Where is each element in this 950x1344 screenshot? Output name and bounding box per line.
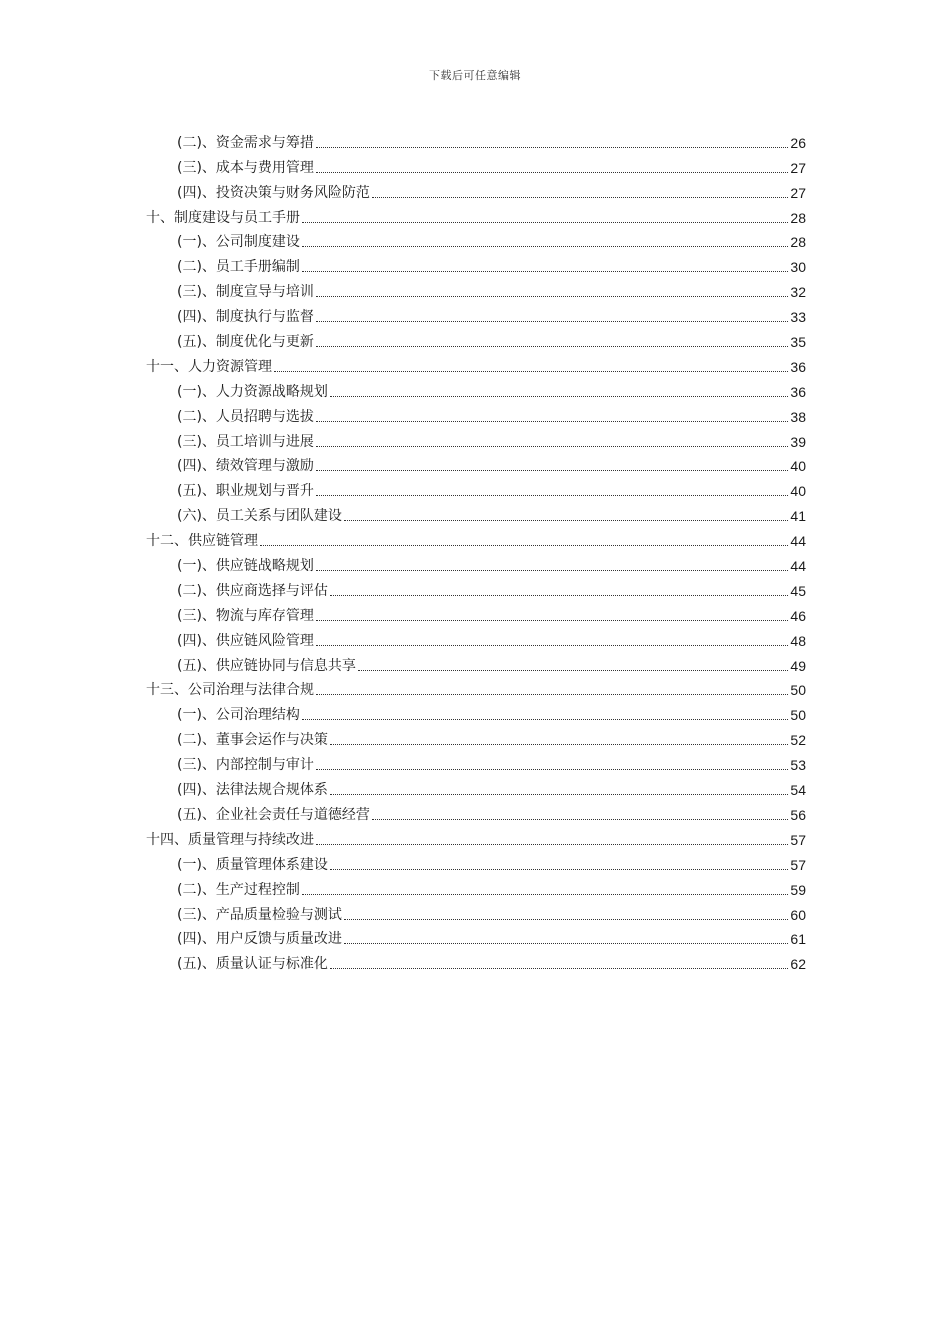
- table-of-contents: [146, 127, 806, 973]
- toc-entry-title: (二)、生产过程控制: [177, 881, 300, 898]
- toc-dot-leader: [260, 545, 788, 546]
- toc-entry-title: 十三、公司治理与法律合规: [146, 682, 314, 699]
- toc-entry[interactable]: [146, 625, 806, 650]
- toc-entry[interactable]: [146, 824, 806, 849]
- toc-entry-page-number: 61: [790, 931, 806, 948]
- toc-dot-leader: [330, 794, 788, 795]
- toc-entry-page-number: 50: [790, 682, 806, 699]
- toc-dot-leader: [274, 371, 788, 372]
- toc-entry-page-number: 35: [790, 334, 806, 351]
- toc-entry[interactable]: [146, 575, 806, 600]
- toc-entry-title: (五)、职业规划与晋升: [177, 483, 314, 500]
- toc-entry-title: (三)、成本与费用管理: [177, 159, 314, 176]
- toc-dot-leader: [330, 968, 788, 969]
- toc-entry-page-number: 50: [790, 707, 806, 724]
- toc-dot-leader: [316, 769, 788, 770]
- toc-entry-page-number: 40: [790, 458, 806, 475]
- toc-entry-title: (四)、绩效管理与激励: [177, 458, 314, 475]
- toc-entry[interactable]: [146, 351, 806, 376]
- toc-dot-leader: [316, 321, 788, 322]
- toc-entry-title: (五)、制度优化与更新: [177, 334, 314, 351]
- toc-entry[interactable]: [146, 774, 806, 799]
- toc-dot-leader: [316, 446, 788, 447]
- toc-dot-leader: [372, 197, 788, 198]
- toc-entry-page-number: 57: [790, 856, 806, 873]
- toc-dot-leader: [316, 570, 788, 571]
- toc-entry-title: (四)、制度执行与监督: [177, 309, 314, 326]
- toc-entry-page-number: 26: [790, 134, 806, 151]
- toc-entry[interactable]: [146, 924, 806, 949]
- toc-entry-page-number: 49: [790, 657, 806, 674]
- toc-entry-title: 十二、供应链管理: [146, 533, 258, 550]
- toc-entry-title: (一)、公司治理结构: [177, 707, 300, 724]
- toc-entry-title: (二)、员工手册编制: [177, 259, 300, 276]
- toc-entry[interactable]: [146, 749, 806, 774]
- toc-entry-page-number: 53: [790, 757, 806, 774]
- toc-entry-page-number: 52: [790, 732, 806, 749]
- toc-entry[interactable]: [146, 202, 806, 227]
- toc-entry-page-number: 46: [790, 607, 806, 624]
- toc-entry-page-number: 60: [790, 906, 806, 923]
- toc-dot-leader: [330, 869, 788, 870]
- toc-entry-page-number: 27: [790, 159, 806, 176]
- toc-entry-page-number: 41: [790, 508, 806, 525]
- toc-entry-title: (一)、供应链战略规划: [177, 558, 314, 575]
- toc-dot-leader: [344, 520, 788, 521]
- toc-dot-leader: [316, 645, 788, 646]
- toc-entry-title: (二)、供应商选择与评估: [177, 582, 328, 599]
- toc-entry-page-number: 39: [790, 433, 806, 450]
- toc-entry[interactable]: [146, 326, 806, 351]
- toc-entry[interactable]: [146, 600, 806, 625]
- toc-entry-page-number: 28: [790, 209, 806, 226]
- toc-entry-page-number: 44: [790, 558, 806, 575]
- toc-entry-title: 十、制度建设与员工手册: [146, 209, 300, 226]
- toc-dot-leader: [330, 744, 788, 745]
- toc-entry-page-number: 59: [790, 881, 806, 898]
- toc-entry[interactable]: [146, 650, 806, 675]
- toc-entry-page-number: 48: [790, 632, 806, 649]
- toc-dot-leader: [302, 246, 788, 247]
- toc-entry[interactable]: [146, 376, 806, 401]
- toc-dot-leader: [316, 172, 788, 173]
- toc-entry-page-number: 32: [790, 284, 806, 301]
- toc-entry[interactable]: [146, 550, 806, 575]
- toc-dot-leader: [316, 346, 788, 347]
- toc-entry-title: (四)、供应链风险管理: [177, 632, 314, 649]
- toc-entry-title: 十四、质量管理与持续改进: [146, 831, 314, 848]
- toc-entry-page-number: 36: [790, 383, 806, 400]
- toc-entry[interactable]: [146, 799, 806, 824]
- toc-dot-leader: [316, 470, 788, 471]
- toc-entry[interactable]: [146, 301, 806, 326]
- toc-entry-page-number: 36: [790, 358, 806, 375]
- toc-entry-title: (一)、质量管理体系建设: [177, 856, 328, 873]
- toc-entry-title: (一)、人力资源战略规划: [177, 383, 328, 400]
- toc-dot-leader: [316, 421, 788, 422]
- toc-entry[interactable]: [146, 500, 806, 525]
- toc-entry-page-number: 62: [790, 956, 806, 973]
- toc-dot-leader: [316, 296, 788, 297]
- toc-dot-leader: [316, 147, 788, 148]
- toc-entry-page-number: 33: [790, 309, 806, 326]
- toc-dot-leader: [330, 396, 788, 397]
- toc-entry-title: (三)、制度宣导与培训: [177, 284, 314, 301]
- toc-dot-leader: [316, 844, 788, 845]
- toc-entry-title: (六)、员工关系与团队建设: [177, 508, 342, 525]
- toc-dot-leader: [302, 222, 788, 223]
- toc-entry-title: (二)、资金需求与筹措: [177, 134, 314, 151]
- toc-entry-title: 十一、人力资源管理: [146, 358, 272, 375]
- toc-entry-page-number: 40: [790, 483, 806, 500]
- toc-entry[interactable]: [146, 152, 806, 177]
- toc-dot-leader: [330, 595, 788, 596]
- toc-entry[interactable]: [146, 127, 806, 152]
- toc-entry-title: (三)、物流与库存管理: [177, 607, 314, 624]
- toc-entry-page-number: 38: [790, 408, 806, 425]
- toc-entry[interactable]: [146, 525, 806, 550]
- toc-entry-page-number: 45: [790, 582, 806, 599]
- toc-entry-title: (二)、董事会运作与决策: [177, 732, 328, 749]
- toc-entry-title: (四)、投资决策与财务风险防范: [177, 184, 370, 201]
- toc-entry[interactable]: [146, 475, 806, 500]
- toc-dot-leader: [344, 919, 788, 920]
- toc-entry[interactable]: [146, 675, 806, 700]
- toc-entry-title: (三)、产品质量检验与测试: [177, 906, 342, 923]
- toc-entry-page-number: 28: [790, 234, 806, 251]
- toc-entry-title: (五)、质量认证与标准化: [177, 956, 328, 973]
- toc-entry[interactable]: [146, 451, 806, 476]
- toc-entry-title: (一)、公司制度建设: [177, 234, 300, 251]
- toc-dot-leader: [316, 495, 788, 496]
- toc-dot-leader: [316, 620, 788, 621]
- toc-dot-leader: [316, 694, 788, 695]
- toc-entry[interactable]: [146, 724, 806, 749]
- toc-entry[interactable]: [146, 699, 806, 724]
- toc-entry-title: (三)、员工培训与进展: [177, 433, 314, 450]
- toc-entry-title: (五)、企业社会责任与道德经营: [177, 806, 370, 823]
- page-header: 下载后可任意编辑: [429, 69, 521, 82]
- toc-entry[interactable]: [146, 401, 806, 426]
- toc-entry-title: (五)、供应链协同与信息共享: [177, 657, 356, 674]
- toc-dot-leader: [372, 819, 788, 820]
- toc-entry-page-number: 56: [790, 806, 806, 823]
- toc-entry-title: (三)、内部控制与审计: [177, 757, 314, 774]
- toc-dot-leader: [302, 894, 788, 895]
- toc-entry[interactable]: [146, 251, 806, 276]
- toc-entry-title: (四)、法律法规合规体系: [177, 782, 328, 799]
- toc-entry[interactable]: [146, 874, 806, 899]
- toc-entry[interactable]: [146, 426, 806, 451]
- toc-entry[interactable]: [146, 849, 806, 874]
- toc-entry[interactable]: [146, 227, 806, 252]
- toc-entry-title: (二)、人员招聘与选拔: [177, 408, 314, 425]
- toc-entry-page-number: 44: [790, 533, 806, 550]
- toc-entry[interactable]: [146, 948, 806, 973]
- toc-dot-leader: [302, 719, 788, 720]
- toc-entry[interactable]: [146, 276, 806, 301]
- toc-dot-leader: [344, 943, 788, 944]
- toc-entry-page-number: 54: [790, 782, 806, 799]
- toc-dot-leader: [302, 271, 788, 272]
- toc-entry[interactable]: [146, 177, 806, 202]
- toc-entry-page-number: 57: [790, 831, 806, 848]
- toc-entry[interactable]: [146, 899, 806, 924]
- toc-dot-leader: [358, 670, 788, 671]
- toc-entry-page-number: 30: [790, 259, 806, 276]
- toc-entry-page-number: 27: [790, 184, 806, 201]
- toc-entry-title: (四)、用户反馈与质量改进: [177, 931, 342, 948]
